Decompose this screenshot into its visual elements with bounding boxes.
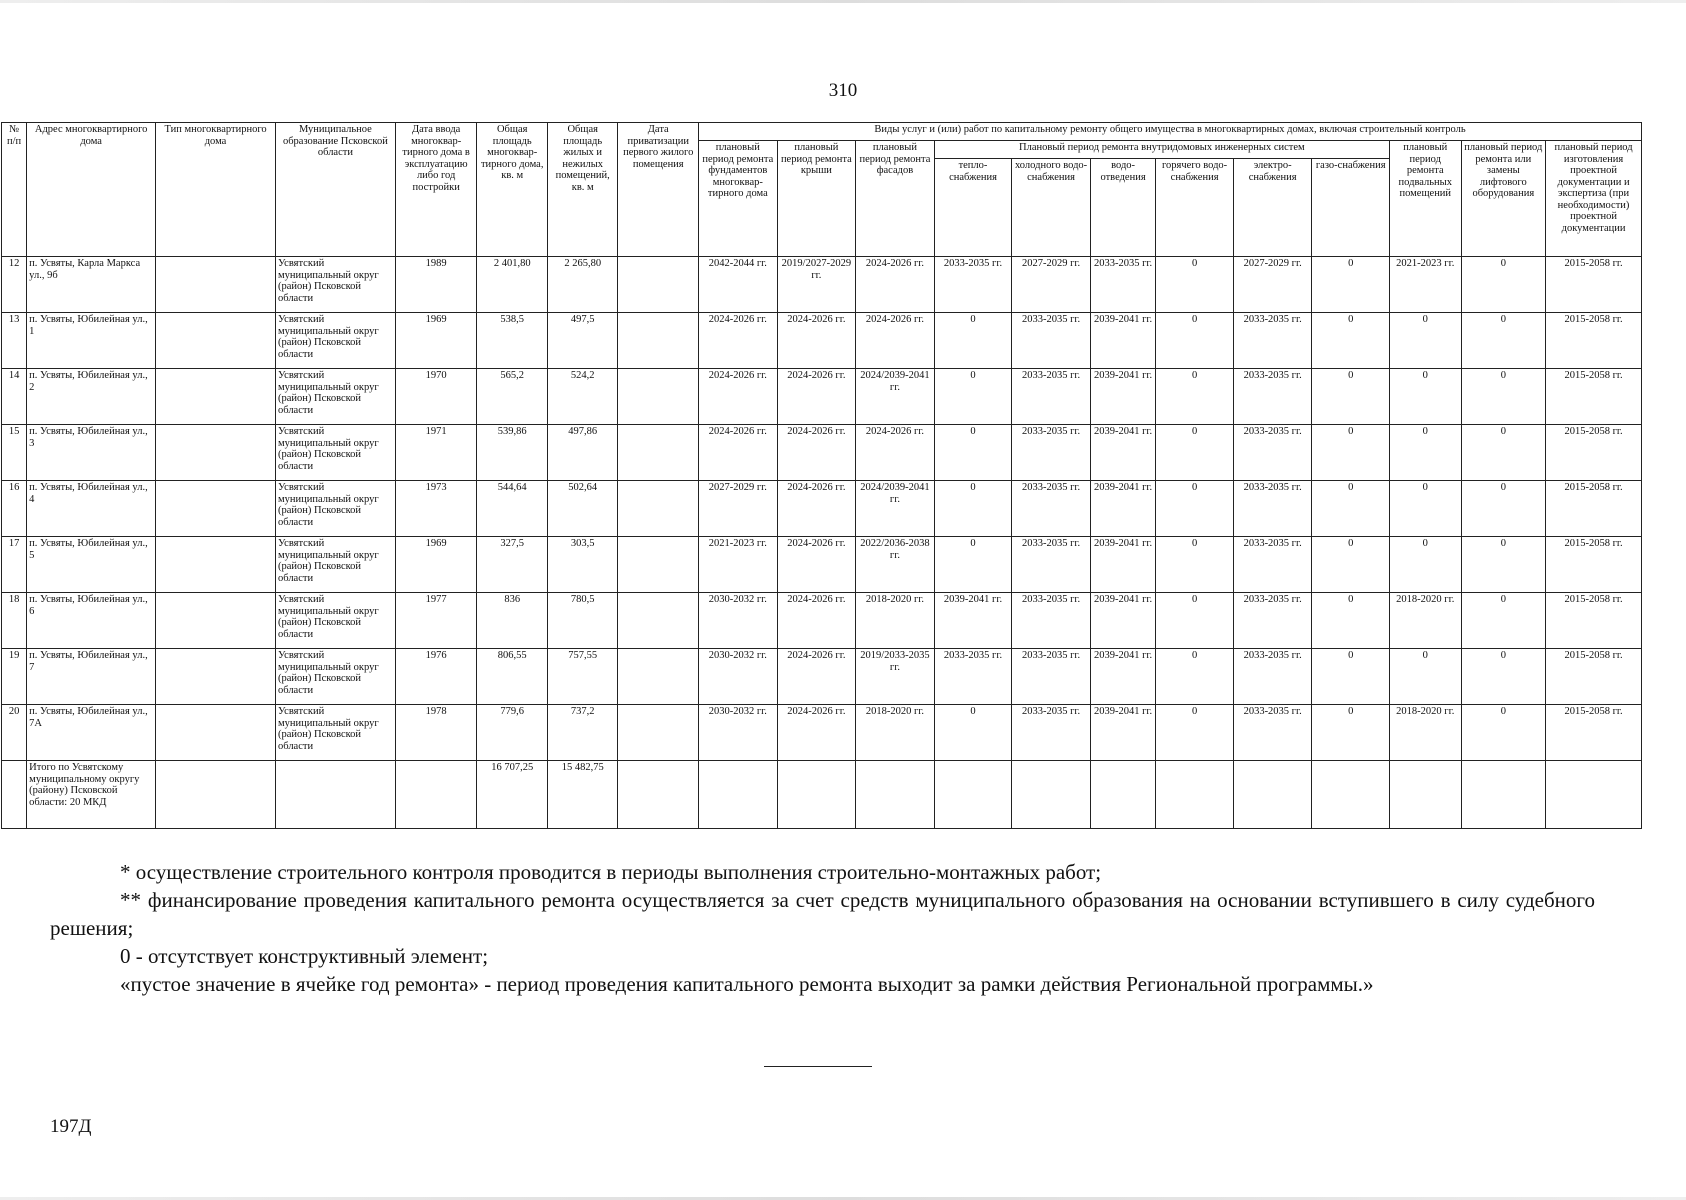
row-cold-water-period: 2033-2035 гг. — [1012, 537, 1091, 593]
row-gas-period: 0 — [1312, 537, 1390, 593]
table-row — [2, 705, 1642, 761]
header-sewer: водо-отведения — [1090, 159, 1155, 257]
row-living-area: 497,5 — [547, 313, 618, 369]
header-roof: плановый период ремонта крыши — [777, 141, 856, 257]
total-empty-cell — [1546, 761, 1642, 829]
row-foundation-period: 2024-2026 гг. — [699, 313, 778, 369]
row-cold-water-period: 2033-2035 гг. — [1012, 369, 1091, 425]
row-foundation-period: 2027-2029 гг. — [699, 481, 778, 537]
total-label: Итого по Усвятскому муниципальному округу (району) Псковской области: 20 МКД — [27, 761, 156, 829]
row-hot-water-period: 0 — [1156, 425, 1234, 481]
total-area-sum: 16 707,25 — [477, 761, 548, 829]
row-heating-period: 2039-2041 гг. — [934, 593, 1012, 649]
row-electric-period: 2033-2035 гг. — [1233, 313, 1312, 369]
row-living-area: 757,55 — [547, 649, 618, 705]
row-project-docs-period: 2015-2058 гг. — [1546, 313, 1642, 369]
row-heating-period: 0 — [934, 481, 1012, 537]
header-facade: плановый период ремонта фасадов — [856, 141, 935, 257]
row-house-type — [156, 313, 276, 369]
row-basement-period: 0 — [1390, 481, 1462, 537]
row-total-area: 806,55 — [477, 649, 548, 705]
row-municipality: Усвятский муниципальный округ (район) Псковской области — [275, 313, 395, 369]
row-foundation-period: 2030-2032 гг. — [699, 649, 778, 705]
header-municipality: Муниципальное образование Псковской области — [275, 123, 395, 257]
footnote-empty-value: «пустое значение в ячейке год ремонта» - период проведения капитального ремонта выходит за рамки действия Региональной программы.» — [120, 972, 1374, 996]
table-row — [2, 257, 1642, 313]
row-house-type — [156, 537, 276, 593]
row-hot-water-period: 0 — [1156, 705, 1234, 761]
row-privatization-date — [618, 369, 699, 425]
row-project-docs-period: 2015-2058 гг. — [1546, 649, 1642, 705]
total-empty-cell — [395, 761, 477, 829]
row-gas-period: 0 — [1312, 481, 1390, 537]
row-foundation-period: 2024-2026 гг. — [699, 425, 778, 481]
row-electric-period: 2033-2035 гг. — [1233, 481, 1312, 537]
row-roof-period: 2024-2026 гг. — [777, 705, 856, 761]
row-total-area: 2 401,80 — [477, 257, 548, 313]
header-elevator: плановый период ремонта или замены лифтового оборудования — [1461, 141, 1546, 257]
row-gas-period: 0 — [1312, 593, 1390, 649]
row-living-area: 497,86 — [547, 425, 618, 481]
row-municipality: Усвятский муниципальный округ (район) Псковской области — [275, 257, 395, 313]
row-roof-period: 2019/2027-2029 гг. — [777, 257, 856, 313]
row-living-area: 524,2 — [547, 369, 618, 425]
total-empty-cell — [1233, 761, 1312, 829]
divider-line — [764, 1066, 872, 1067]
row-facade-period: 2024/2039-2041 гг. — [856, 481, 935, 537]
row-facade-period: 2022/2036-2038 гг. — [856, 537, 935, 593]
row-hot-water-period: 0 — [1156, 369, 1234, 425]
total-empty-cell — [156, 761, 276, 829]
row-house-type — [156, 593, 276, 649]
row-cold-water-period: 2033-2035 гг. — [1012, 313, 1091, 369]
row-living-area: 737,2 — [547, 705, 618, 761]
row-privatization-date — [618, 425, 699, 481]
row-gas-period: 0 — [1312, 313, 1390, 369]
footnote-construction-control: * осуществление строительного контроля проводится в периоды выполнения строительно-монтажных работ; — [120, 860, 1102, 884]
row-sewer-period: 2039-2041 гг. — [1090, 481, 1155, 537]
row-number: 12 — [2, 257, 27, 313]
row-basement-period: 0 — [1390, 313, 1462, 369]
row-address: п. Усвяты, Юбилейная ул., 7 — [27, 649, 156, 705]
row-basement-period: 0 — [1390, 425, 1462, 481]
header-address: Адрес многоквартирного дома — [27, 123, 156, 257]
header-project-docs: плановый период изготовления проектной документации и экспертиза (при необходимости) проектной документации — [1546, 141, 1642, 257]
living-area-sum: 15 482,75 — [547, 761, 618, 829]
row-roof-period: 2024-2026 гг. — [777, 593, 856, 649]
row-elevator-period: 0 — [1461, 313, 1546, 369]
table-row — [2, 369, 1642, 425]
row-foundation-period: 2024-2026 гг. — [699, 369, 778, 425]
row-address: п. Усвяты, Юбилейная ул., 1 — [27, 313, 156, 369]
row-hot-water-period: 0 — [1156, 481, 1234, 537]
capital-repair-table — [1, 122, 1642, 829]
row-sewer-period: 2039-2041 гг. — [1090, 649, 1155, 705]
row-sewer-period: 2039-2041 гг. — [1090, 369, 1155, 425]
row-total-area: 539,86 — [477, 425, 548, 481]
header-foundation: плановый период ремонта фундаментов многоквар-тирного дома — [699, 141, 778, 257]
row-elevator-period: 0 — [1461, 593, 1546, 649]
row-facade-period: 2018-2020 гг. — [856, 705, 935, 761]
row-municipality: Усвятский муниципальный округ (район) Псковской области — [275, 705, 395, 761]
row-commission-year: 1969 — [395, 537, 477, 593]
row-gas-period: 0 — [1312, 257, 1390, 313]
row-living-area: 303,5 — [547, 537, 618, 593]
row-house-type — [156, 649, 276, 705]
row-project-docs-period: 2015-2058 гг. — [1546, 593, 1642, 649]
footnote-zero-meaning: 0 - отсутствует конструктивный элемент; — [120, 944, 489, 968]
row-basement-period: 2018-2020 гг. — [1390, 593, 1462, 649]
row-cold-water-period: 2033-2035 гг. — [1012, 593, 1091, 649]
row-total-area: 779,6 — [477, 705, 548, 761]
total-empty-cell — [1461, 761, 1546, 829]
row-cold-water-period: 2027-2029 гг. — [1012, 257, 1091, 313]
row-house-type — [156, 369, 276, 425]
row-electric-period: 2033-2035 гг. — [1233, 369, 1312, 425]
row-facade-period: 2019/2033-2035 гг. — [856, 649, 935, 705]
row-sewer-period: 2039-2041 гг. — [1090, 537, 1155, 593]
row-commission-year: 1970 — [395, 369, 477, 425]
total-empty-cell — [275, 761, 395, 829]
header-total-area: Общая площадь многоквар-тирного дома, кв. м — [477, 123, 548, 257]
header-type: Тип многоквартирного дома — [156, 123, 276, 257]
row-basement-period: 0 — [1390, 649, 1462, 705]
row-elevator-period: 0 — [1461, 649, 1546, 705]
total-empty-cell — [699, 761, 778, 829]
row-project-docs-period: 2015-2058 гг. — [1546, 257, 1642, 313]
row-foundation-period: 2030-2032 гг. — [699, 705, 778, 761]
row-roof-period: 2024-2026 гг. — [777, 369, 856, 425]
header-services-group: Виды услуг и (или) работ по капитальному ремонту общего имущества в многоквартирных домах, включая строительный контроль — [699, 123, 1642, 141]
row-sewer-period: 2039-2041 гг. — [1090, 705, 1155, 761]
footnote-financing: ** финансирование проведения капитального ремонта осуществляется за счет средств муниципального образования на основании вступившего в силу судебного решения; — [50, 888, 1595, 940]
row-roof-period: 2024-2026 гг. — [777, 313, 856, 369]
row-house-type — [156, 425, 276, 481]
row-privatization-date — [618, 313, 699, 369]
row-privatization-date — [618, 705, 699, 761]
header-commission-date: Дата ввода многоквар-тирного дома в эксплуатацию либо год постройки — [395, 123, 477, 257]
row-project-docs-period: 2015-2058 гг. — [1546, 425, 1642, 481]
row-heating-period: 0 — [934, 425, 1012, 481]
row-heating-period: 0 — [934, 537, 1012, 593]
row-privatization-date — [618, 593, 699, 649]
row-living-area: 502,64 — [547, 481, 618, 537]
row-total-area: 544,64 — [477, 481, 548, 537]
page-number: 310 — [828, 80, 858, 101]
row-number: 15 — [2, 425, 27, 481]
table-body — [2, 257, 1642, 829]
header-num: № п/п — [2, 123, 27, 257]
row-heating-period: 2033-2035 гг. — [934, 649, 1012, 705]
row-number: 18 — [2, 593, 27, 649]
row-commission-year: 1978 — [395, 705, 477, 761]
row-address: п. Усвяты, Юбилейная ул., 5 — [27, 537, 156, 593]
row-address: п. Усвяты, Карла Маркса ул., 9б — [27, 257, 156, 313]
row-number: 19 — [2, 649, 27, 705]
row-elevator-period: 0 — [1461, 369, 1546, 425]
row-commission-year: 1971 — [395, 425, 477, 481]
row-foundation-period: 2021-2023 гг. — [699, 537, 778, 593]
row-elevator-period: 0 — [1461, 481, 1546, 537]
header-systems-group: Плановый период ремонта внутридомовых инженерных систем — [934, 141, 1389, 159]
row-sewer-period: 2033-2035 гг. — [1090, 257, 1155, 313]
row-municipality: Усвятский муниципальный округ (район) Псковской области — [275, 481, 395, 537]
row-facade-period: 2024-2026 гг. — [856, 313, 935, 369]
row-address: п. Усвяты, Юбилейная ул., 3 — [27, 425, 156, 481]
table-row — [2, 537, 1642, 593]
row-sewer-period: 2039-2041 гг. — [1090, 313, 1155, 369]
row-commission-year: 1969 — [395, 313, 477, 369]
row-municipality: Усвятский муниципальный округ (район) Псковской области — [275, 593, 395, 649]
table-row — [2, 313, 1642, 369]
row-heating-period: 0 — [934, 705, 1012, 761]
row-roof-period: 2024-2026 гг. — [777, 425, 856, 481]
total-empty-cell — [856, 761, 935, 829]
row-gas-period: 0 — [1312, 649, 1390, 705]
row-house-type — [156, 257, 276, 313]
row-address: п. Усвяты, Юбилейная ул., 4 — [27, 481, 156, 537]
row-roof-period: 2024-2026 гг. — [777, 481, 856, 537]
row-elevator-period: 0 — [1461, 705, 1546, 761]
row-municipality: Усвятский муниципальный округ (район) Псковской области — [275, 369, 395, 425]
row-sewer-period: 2039-2041 гг. — [1090, 425, 1155, 481]
row-facade-period: 2024-2026 гг. — [856, 425, 935, 481]
header-electric: электро-снабжения — [1233, 159, 1312, 257]
row-basement-period: 2021-2023 гг. — [1390, 257, 1462, 313]
row-facade-period: 2024/2039-2041 гг. — [856, 369, 935, 425]
row-number: 20 — [2, 705, 27, 761]
row-commission-year: 1973 — [395, 481, 477, 537]
row-hot-water-period: 0 — [1156, 537, 1234, 593]
total-empty-cell — [2, 761, 27, 829]
row-number: 17 — [2, 537, 27, 593]
row-privatization-date — [618, 481, 699, 537]
row-cold-water-period: 2033-2035 гг. — [1012, 481, 1091, 537]
row-house-type — [156, 705, 276, 761]
row-gas-period: 0 — [1312, 705, 1390, 761]
row-address: п. Усвяты, Юбилейная ул., 7А — [27, 705, 156, 761]
row-basement-period: 0 — [1390, 369, 1462, 425]
total-empty-cell — [1312, 761, 1390, 829]
row-address: п. Усвяты, Юбилейная ул., 2 — [27, 369, 156, 425]
row-facade-period: 2024-2026 гг. — [856, 257, 935, 313]
total-empty-cell — [1390, 761, 1462, 829]
row-municipality: Усвятский муниципальный округ (район) Псковской области — [275, 649, 395, 705]
row-basement-period: 0 — [1390, 537, 1462, 593]
row-project-docs-period: 2015-2058 гг. — [1546, 705, 1642, 761]
row-living-area: 2 265,80 — [547, 257, 618, 313]
total-empty-cell — [1090, 761, 1155, 829]
row-hot-water-period: 0 — [1156, 257, 1234, 313]
header-privatization-date: Дата приватизации первого жилого помещения — [618, 123, 699, 257]
row-hot-water-period: 0 — [1156, 649, 1234, 705]
row-heating-period: 0 — [934, 313, 1012, 369]
row-hot-water-period: 0 — [1156, 593, 1234, 649]
table-row — [2, 425, 1642, 481]
row-address: п. Усвяты, Юбилейная ул., 6 — [27, 593, 156, 649]
header-cold-water: холодного водо-снабжения — [1012, 159, 1091, 257]
row-heating-period: 2033-2035 гг. — [934, 257, 1012, 313]
row-heating-period: 0 — [934, 369, 1012, 425]
table-total-row — [2, 761, 1642, 829]
row-living-area: 780,5 — [547, 593, 618, 649]
total-empty-cell — [934, 761, 1012, 829]
header-heating: тепло-снабжения — [934, 159, 1012, 257]
row-roof-period: 2024-2026 гг. — [777, 537, 856, 593]
row-number: 14 — [2, 369, 27, 425]
total-empty-cell — [618, 761, 699, 829]
row-electric-period: 2033-2035 гг. — [1233, 425, 1312, 481]
row-number: 16 — [2, 481, 27, 537]
row-commission-year: 1976 — [395, 649, 477, 705]
row-total-area: 565,2 — [477, 369, 548, 425]
row-electric-period: 2033-2035 гг. — [1233, 537, 1312, 593]
row-sewer-period: 2039-2041 гг. — [1090, 593, 1155, 649]
row-hot-water-period: 0 — [1156, 313, 1234, 369]
header-basement: плановый период ремонта подвальных помещений — [1390, 141, 1462, 257]
row-total-area: 538,5 — [477, 313, 548, 369]
row-elevator-period: 0 — [1461, 257, 1546, 313]
row-cold-water-period: 2033-2035 гг. — [1012, 705, 1091, 761]
row-project-docs-period: 2015-2058 гг. — [1546, 369, 1642, 425]
row-commission-year: 1989 — [395, 257, 477, 313]
row-foundation-period: 2042-2044 гг. — [699, 257, 778, 313]
row-electric-period: 2027-2029 гг. — [1233, 257, 1312, 313]
header-gas: газо-снабжения — [1312, 159, 1390, 257]
row-privatization-date — [618, 537, 699, 593]
row-privatization-date — [618, 257, 699, 313]
row-elevator-period: 0 — [1461, 537, 1546, 593]
row-basement-period: 2018-2020 гг. — [1390, 705, 1462, 761]
total-empty-cell — [777, 761, 856, 829]
header-living-area: Общая площадь жилых и нежилых помещений, кв. м — [547, 123, 618, 257]
total-empty-cell — [1012, 761, 1091, 829]
row-electric-period: 2033-2035 гг. — [1233, 593, 1312, 649]
row-project-docs-period: 2015-2058 гг. — [1546, 481, 1642, 537]
row-electric-period: 2033-2035 гг. — [1233, 649, 1312, 705]
row-elevator-period: 0 — [1461, 425, 1546, 481]
row-facade-period: 2018-2020 гг. — [856, 593, 935, 649]
total-empty-cell — [1156, 761, 1234, 829]
row-cold-water-period: 2033-2035 гг. — [1012, 649, 1091, 705]
header-hot-water: горячего водо-снабжения — [1156, 159, 1234, 257]
row-total-area: 327,5 — [477, 537, 548, 593]
row-number: 13 — [2, 313, 27, 369]
row-cold-water-period: 2033-2035 гг. — [1012, 425, 1091, 481]
row-roof-period: 2024-2026 гг. — [777, 649, 856, 705]
row-privatization-date — [618, 649, 699, 705]
row-commission-year: 1977 — [395, 593, 477, 649]
row-total-area: 836 — [477, 593, 548, 649]
row-house-type — [156, 481, 276, 537]
row-gas-period: 0 — [1312, 425, 1390, 481]
table-row — [2, 649, 1642, 705]
row-project-docs-period: 2015-2058 гг. — [1546, 537, 1642, 593]
row-gas-period: 0 — [1312, 369, 1390, 425]
scan-edge-top — [0, 0, 1686, 3]
table-row — [2, 481, 1642, 537]
row-electric-period: 2033-2035 гг. — [1233, 705, 1312, 761]
row-municipality: Усвятский муниципальный округ (район) Псковской области — [275, 425, 395, 481]
document-code: 197Д — [50, 1116, 92, 1137]
table-row — [2, 593, 1642, 649]
row-municipality: Усвятский муниципальный округ (район) Псковской области — [275, 537, 395, 593]
row-foundation-period: 2030-2032 гг. — [699, 593, 778, 649]
footnotes — [50, 858, 1595, 998]
